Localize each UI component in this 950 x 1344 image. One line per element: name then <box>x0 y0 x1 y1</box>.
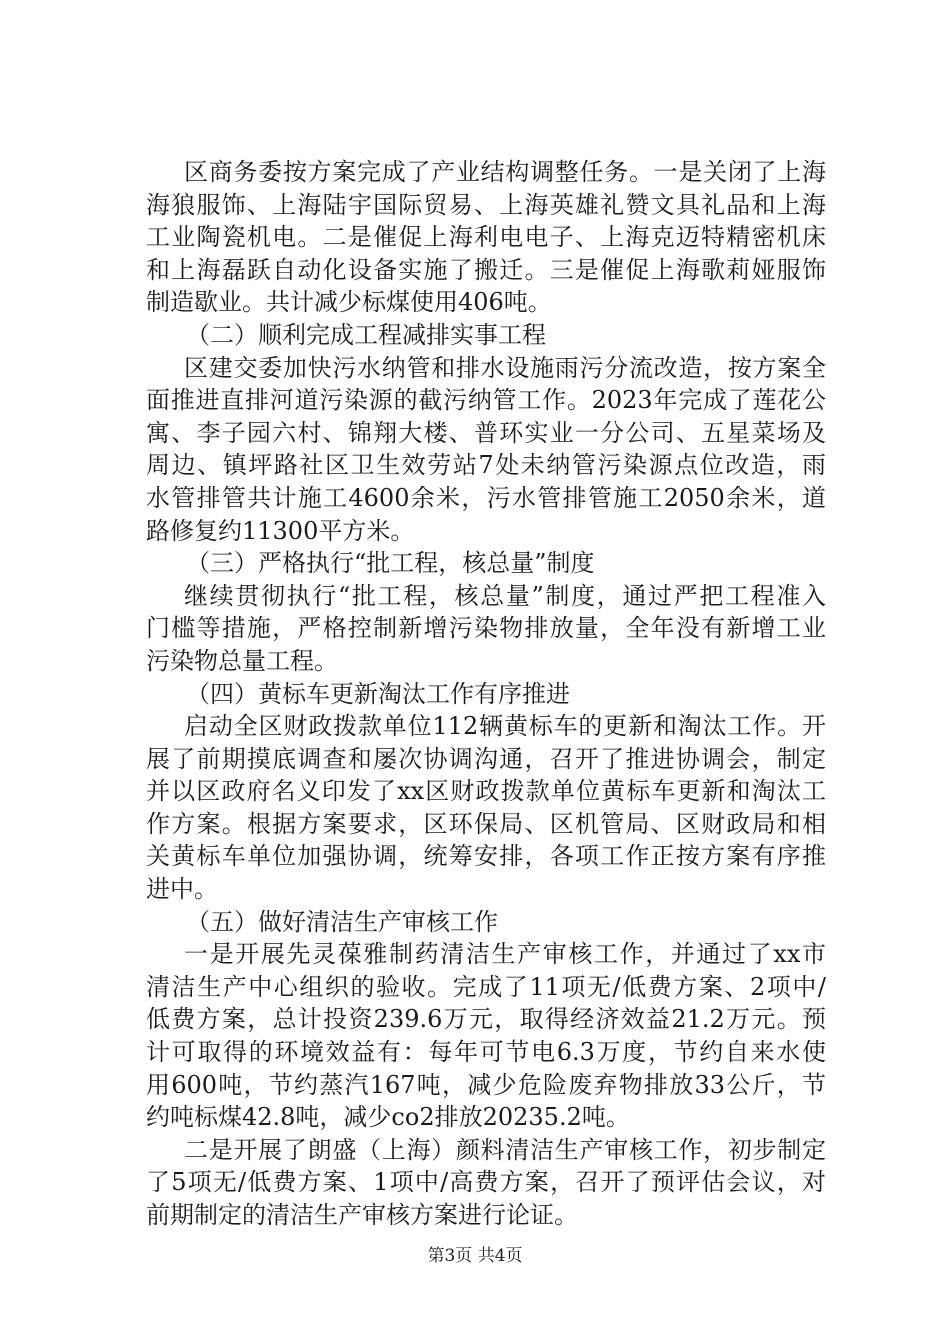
paragraph-line: 区建交委加快污水纳管和排水设施雨污分流改造，按方案全 <box>184 353 826 382</box>
paragraph-line: 面推进直排河道污染源的截污纳管工作。2023年完成了莲花公 <box>146 386 826 415</box>
paragraph-line: 关黄标车单位加强协调，统筹安排，各项工作正按方案有序推 <box>146 842 826 871</box>
paragraph-line: 作方案。根据方案要求，区环保局、区机管局、区财政局和相 <box>146 809 826 838</box>
page-footer: 第3页 共4页 <box>427 1246 523 1266</box>
paragraph-line: 低费方案，总计投资239.6万元，取得经济效益21.2万元。预 <box>146 1005 826 1034</box>
paragraph-line: 计可取得的环境效益有：每年可节电6.3万度，节约自来水使 <box>146 1038 826 1067</box>
paragraph-line: 门槛等措施，严格控制新增污染物排放量，全年没有新增工业 <box>146 614 826 643</box>
paragraph-line: 一是开展先灵葆雅制药清洁生产审核工作，并通过了xx市 <box>184 940 826 969</box>
section-heading: （四）黄标车更新淘汰工作有序推进 <box>186 679 570 708</box>
paragraph-line: 前期制定的清洁生产审核方案进行论证。 <box>146 1201 578 1229</box>
paragraph-line: 了5项无/低费方案、1项中/高费方案，召开了预评估会议，对 <box>146 1168 826 1197</box>
paragraph-line: 路修复约11300平方米。 <box>146 516 415 545</box>
paragraph-line: 启动全区财政拨款单位112辆黄标车的更新和淘汰工作。开 <box>184 712 826 741</box>
paragraph-line: 展了前期摸底调查和屡次协调沟通，召开了推进协调会，制定 <box>146 744 826 773</box>
paragraph-line: 和上海磊跃自动化设备实施了搬迁。三是催促上海歌莉娅服饰 <box>146 255 826 284</box>
paragraph-line: 并以区政府名义印发了xx区财政拨款单位黄标车更新和淘汰工 <box>146 777 826 806</box>
paragraph-line: 继续贯彻执行“批工程，核总量”制度，通过严把工程准入 <box>184 581 826 610</box>
paragraph-line: 二是开展了朗盛（上海）颜料清洁生产审核工作，初步制定 <box>184 1135 826 1164</box>
section-heading: （五）做好清洁生产审核工作 <box>186 907 498 936</box>
section-heading: （二）顺利完成工程减排实事工程 <box>186 320 546 349</box>
paragraph-line: 进中。 <box>146 875 218 904</box>
paragraph-line: 污染物总量工程。 <box>146 646 338 675</box>
paragraph-line: 约吨标煤42.8吨，减少co2排放20235.2吨。 <box>146 1103 630 1132</box>
paragraph-line: 周边、镇坪路社区卫生效劳站7处未纳管污染源点位改造，雨 <box>146 451 826 480</box>
paragraph-line: 清洁生产中心组织的验收。完成了11项无/低费方案、2项中/ <box>146 972 826 1001</box>
paragraph-line: 制造歇业。共计减少标煤使用406吨。 <box>146 288 552 317</box>
document-body <box>146 156 826 1232</box>
section-heading: （三）严格执行“批工程，核总量”制度 <box>186 549 595 578</box>
paragraph-line: 用600吨，节约蒸汽167吨，减少危险废弃物排放33公斤，节 <box>146 1070 826 1099</box>
paragraph-line: 海狼服饰、上海陆宇国际贸易、上海英雄礼赞文具礼品和上海 <box>146 190 826 219</box>
paragraph-line: 工业陶瓷机电。二是催促上海利电电子、上海克迈特精密机床 <box>146 223 826 252</box>
paragraph-line: 寓、李子园六村、锦翔大楼、普环实业一分公司、五星菜场及 <box>146 418 826 447</box>
paragraph-line: 水管排管共计施工4600余米，污水管排管施工2050余米，道 <box>146 483 826 512</box>
paragraph-line: 区商务委按方案完成了产业结构调整任务。一是关闭了上海 <box>184 158 826 186</box>
